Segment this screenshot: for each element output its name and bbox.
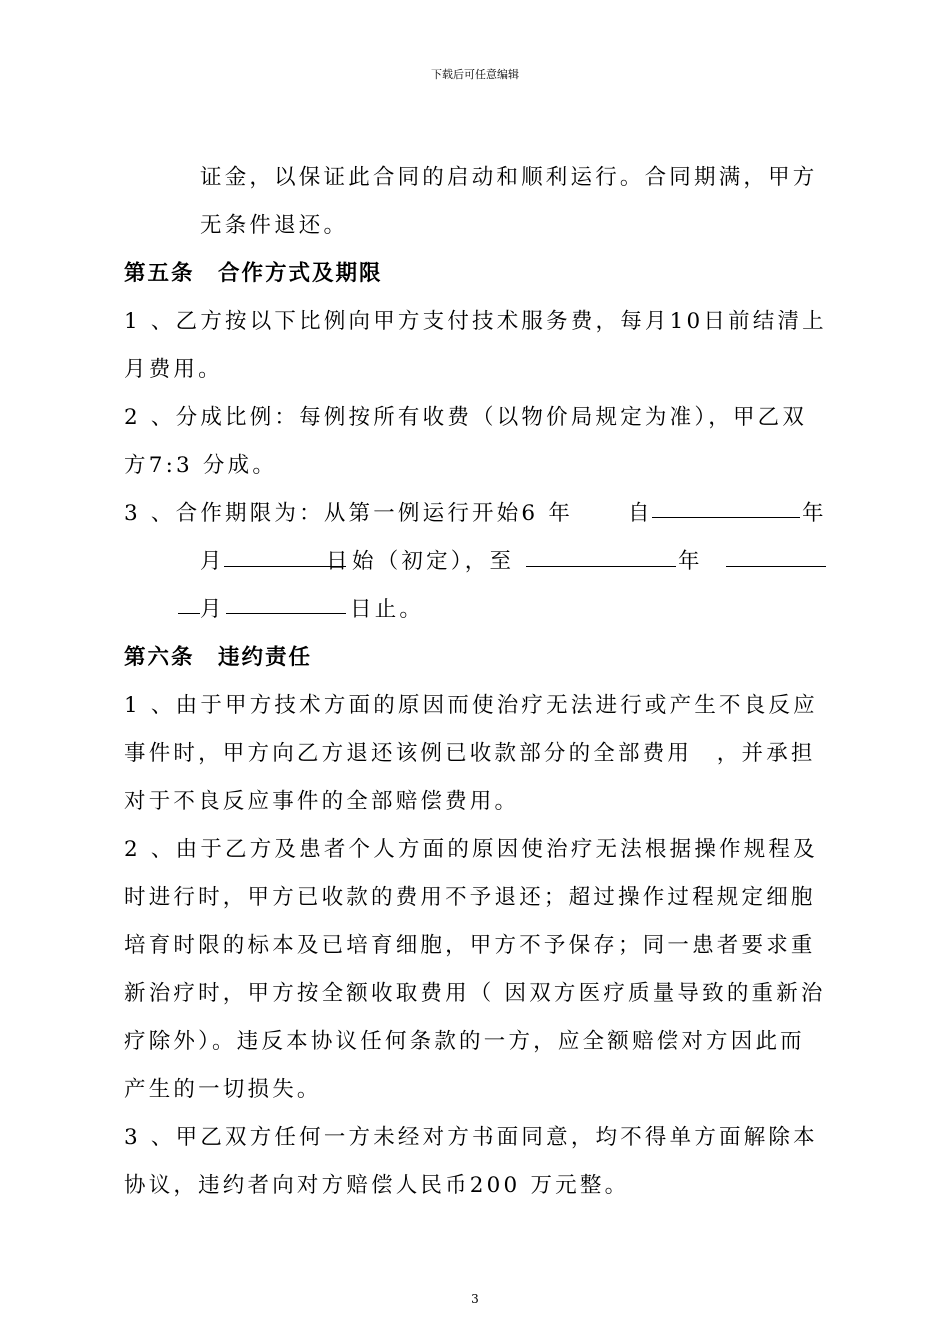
paragraph-line: 产生的一切损失。 bbox=[124, 1077, 322, 1102]
date-label: 年 bbox=[678, 549, 703, 574]
paragraph-line: 3 、合作期限为：从第一例运行开始6 年 bbox=[124, 501, 574, 526]
paragraph-line: 月费用。 bbox=[124, 357, 223, 382]
paragraph-line: 协议，违约者向对方赔偿人民币200 万元整。 bbox=[124, 1173, 630, 1198]
article-5-heading: 第五条 合作方式及期限 bbox=[124, 261, 383, 286]
date-label: 自 bbox=[628, 501, 653, 526]
blank-line bbox=[526, 566, 676, 567]
blank-line bbox=[726, 566, 826, 567]
paragraph-line: 对于不良反应事件的全部赔偿费用。 bbox=[124, 789, 520, 814]
article-6-heading: 第六条 违约责任 bbox=[124, 645, 313, 670]
date-label: 月 bbox=[200, 549, 225, 574]
paragraph-line: 时进行时，甲方已收款的费用不予退还；超过操作过程规定细胞 bbox=[124, 885, 816, 910]
page-header: 下载后可任意编辑 bbox=[431, 68, 519, 81]
paragraph-line: 无条件退还。 bbox=[200, 213, 349, 238]
date-label: 年 bbox=[802, 501, 827, 526]
blank-line bbox=[226, 613, 346, 614]
paragraph-line: 始（初定），至 bbox=[352, 549, 515, 574]
paragraph-line: 1 、由于甲方技术方面的原因而使治疗无法进行或产生不良反应 bbox=[124, 693, 818, 718]
paragraph-line: 疗除外）。违反本协议任何条款的一方，应全额赔偿对方因此而 bbox=[124, 1029, 805, 1054]
page-number: 3 bbox=[471, 1292, 479, 1306]
paragraph-line: 培育时限的标本及已培育细胞，甲方不予保存；同一患者要求重 bbox=[124, 933, 816, 958]
blank-line bbox=[652, 517, 800, 518]
paragraph-line: 日止。 bbox=[350, 597, 425, 622]
paragraph-line: 2 、分成比例：每例按所有收费（以物价局规定为准），甲乙双 bbox=[124, 405, 808, 430]
paragraph-line: 2 、由于乙方及患者个人方面的原因使治疗无法根据操作规程及 bbox=[124, 837, 818, 862]
paragraph-line: 方7:3 分成。 bbox=[124, 453, 278, 478]
paragraph-line: 事件时，甲方向乙方退还该例已收款部分的全部费用 ，并承担 bbox=[124, 741, 816, 766]
date-label: 月 bbox=[200, 597, 225, 622]
paragraph-line: 1 、乙方按以下比例向甲方支付技术服务费，每月10日前结清上 bbox=[124, 309, 827, 334]
paragraph-line: 3 、甲乙双方任何一方未经对方书面同意，均不得单方面解除本 bbox=[124, 1125, 818, 1150]
date-label: 日 bbox=[326, 549, 351, 574]
blank-line bbox=[178, 613, 200, 614]
paragraph-line: 证金，以保证此合同的启动和顺利运行。合同期满，甲方 bbox=[200, 165, 818, 190]
paragraph-line: 新治疗时，甲方按全额收取费用（ 因双方医疗质量导致的重新治 bbox=[124, 981, 826, 1006]
